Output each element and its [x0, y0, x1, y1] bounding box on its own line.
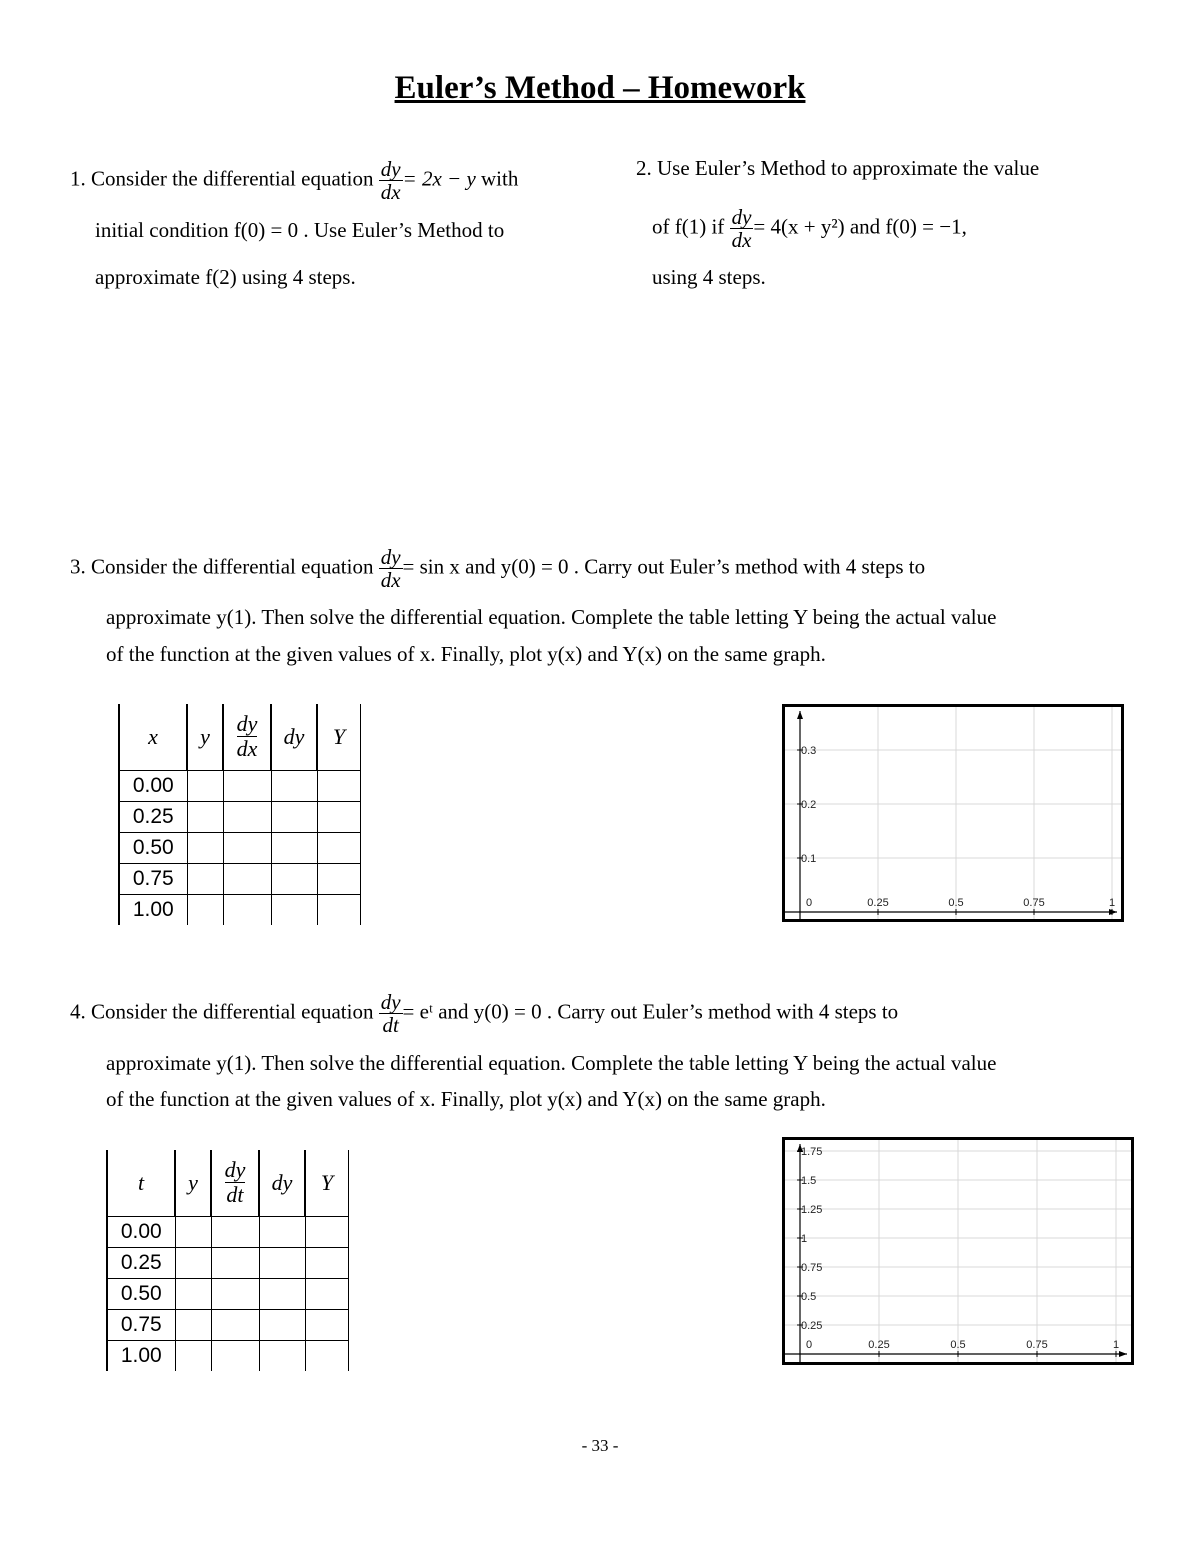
- x-tick-label: 0.5: [950, 1339, 966, 1351]
- page-title: Euler’s Method – Homework: [394, 70, 806, 106]
- answer-cell[interactable]: [175, 1248, 211, 1279]
- table-row: [107, 1279, 349, 1310]
- answer-cell[interactable]: [271, 833, 317, 864]
- answer-cell[interactable]: [259, 1279, 305, 1310]
- y-tick-label: 0.1: [801, 853, 817, 865]
- x-value: 0.25: [119, 802, 187, 833]
- x-tick-label: 1: [1112, 1339, 1120, 1351]
- answer-cell[interactable]: [211, 1310, 259, 1341]
- table-row: [119, 833, 361, 864]
- table-header-derivative: $\frac{dy}{dx}$: [223, 704, 271, 771]
- x-axis-arrow: [1109, 909, 1117, 915]
- answer-cell[interactable]: [305, 1217, 349, 1248]
- table-header-Y: Y: [317, 704, 361, 771]
- answer-cell[interactable]: [187, 833, 223, 864]
- answer-cell[interactable]: [317, 802, 361, 833]
- problem-3-line-1: 3. Consider the differential equation $\frac{dy}{dx}$ = sin x and y(0) = 0 . Carry out Euler’s method with 4 steps to: [70, 545, 926, 593]
- answer-cell[interactable]: [187, 802, 223, 833]
- table-header-Y: Y: [305, 1150, 349, 1217]
- table-header-y: y: [175, 1150, 211, 1217]
- x-value: 1.00: [119, 895, 187, 926]
- answer-cell[interactable]: [271, 864, 317, 895]
- problem-3-table: [118, 704, 361, 925]
- problem-3-graph[interactable]: [782, 704, 1124, 922]
- y-tick-label: 0.5: [801, 1291, 817, 1303]
- answer-cell[interactable]: [175, 1341, 211, 1372]
- answer-cell[interactable]: [175, 1310, 211, 1341]
- answer-cell[interactable]: [305, 1248, 349, 1279]
- table-row: [119, 895, 361, 926]
- table-header-x: x: [119, 704, 187, 771]
- derivative-fraction: $\frac{dy}{dx}$: [380, 545, 401, 593]
- answer-cell[interactable]: [305, 1341, 349, 1372]
- answer-cell[interactable]: [271, 895, 317, 926]
- problem-1-line-2: initial condition f(0) = 0 . Use Euler’s Method to: [95, 218, 505, 242]
- answer-cell[interactable]: [259, 1217, 305, 1248]
- x-value: 0.00: [119, 771, 187, 802]
- x-axis-arrow: [1119, 1351, 1127, 1357]
- answer-cell[interactable]: [187, 864, 223, 895]
- problem-4-line-2: approximate y(1). Then solve the differential equation. Complete the table letting Y being the actual value: [106, 1051, 997, 1075]
- y-tick-label: 1.75: [801, 1146, 823, 1158]
- x-value: 0.75: [119, 864, 187, 895]
- table-row: [119, 802, 361, 833]
- answer-cell[interactable]: [187, 771, 223, 802]
- problem-2-line-1: 2. Use Euler’s Method to approximate the value: [636, 156, 1040, 180]
- answer-cell[interactable]: [223, 833, 271, 864]
- table-header-y: y: [187, 704, 223, 771]
- problem-3-line-2: approximate y(1). Then solve the differential equation. Complete the table letting Y being the actual value: [106, 605, 997, 629]
- answer-cell[interactable]: [175, 1217, 211, 1248]
- table-header-dy: dy: [271, 704, 317, 771]
- y-tick-label: 1.5: [801, 1175, 817, 1187]
- answer-cell[interactable]: [317, 864, 361, 895]
- answer-cell[interactable]: [223, 771, 271, 802]
- problem-4-line-1: 4. Consider the differential equation $\frac{dy}{dt}$ = eᵗ and y(0) = 0 . Carry out Euler’s method with 4 steps to: [70, 990, 899, 1038]
- table-header-dy: dy: [259, 1150, 305, 1217]
- t-value: 0.50: [107, 1279, 175, 1310]
- x-tick-label: 0: [806, 897, 813, 909]
- table-row: [107, 1310, 349, 1341]
- x-tick-label: 0.75: [1026, 1339, 1048, 1351]
- x-tick-label: 1: [1108, 897, 1116, 909]
- answer-cell[interactable]: [211, 1279, 259, 1310]
- graph-grid: [785, 707, 1121, 919]
- derivative-fraction: $\frac{dy}{dx}$: [731, 205, 752, 253]
- problem-2-line-2: of f(1) if $\frac{dy}{dx}$ = 4(x + y²) and f(0) = −1,: [652, 205, 967, 253]
- table-header-t: t: [107, 1150, 175, 1217]
- derivative-fraction: $\frac{dy}{dx}$: [380, 157, 401, 205]
- x-tick-label: 0.25: [868, 1339, 890, 1351]
- t-value: 1.00: [107, 1341, 175, 1372]
- y-tick-label: 1: [801, 1233, 808, 1245]
- t-value: 0.25: [107, 1248, 175, 1279]
- table-header-row: [107, 1150, 349, 1217]
- x-value: 0.50: [119, 833, 187, 864]
- table-row: [119, 864, 361, 895]
- x-tick-label: 0.25: [867, 897, 889, 909]
- answer-cell[interactable]: [211, 1341, 259, 1372]
- answer-cell[interactable]: [305, 1279, 349, 1310]
- answer-cell[interactable]: [271, 771, 317, 802]
- answer-cell[interactable]: [317, 895, 361, 926]
- answer-cell[interactable]: [305, 1310, 349, 1341]
- x-tick-label: 0.75: [1023, 897, 1045, 909]
- derivative-fraction: $\frac{dy}{dt}$: [380, 990, 401, 1038]
- table-header-row: [119, 704, 361, 771]
- table-row: [107, 1341, 349, 1372]
- answer-cell[interactable]: [175, 1279, 211, 1310]
- x-tick-label: 0.5: [948, 897, 964, 909]
- answer-cell[interactable]: [317, 771, 361, 802]
- y-axis-arrow: [797, 711, 803, 719]
- answer-cell[interactable]: [211, 1248, 259, 1279]
- y-tick-label: 0.3: [801, 745, 817, 757]
- problem-4-line-3: of the function at the given values of x. Finally, plot y(x) and Y(x) on the same graph.: [106, 1087, 826, 1111]
- table-row: [107, 1248, 349, 1279]
- t-value: 0.75: [107, 1310, 175, 1341]
- problem-2-line-3: using 4 steps.: [652, 265, 766, 289]
- answer-cell[interactable]: [223, 802, 271, 833]
- y-tick-label: 0.25: [801, 1320, 823, 1332]
- answer-cell[interactable]: [259, 1248, 305, 1279]
- y-tick-label: 0.75: [801, 1262, 823, 1274]
- answer-cell[interactable]: [223, 864, 271, 895]
- answer-cell[interactable]: [317, 833, 361, 864]
- table-row: [107, 1217, 349, 1248]
- page-number: - 33 -: [581, 1436, 619, 1455]
- problem-1-line-1: 1. Consider the differential equation $\frac{dy}{dx}$ = 2x − y with: [70, 157, 519, 205]
- y-tick-label: 0.2: [801, 799, 817, 811]
- answer-cell[interactable]: [187, 895, 223, 926]
- problem-3-line-3: of the function at the given values of x. Finally, plot y(x) and Y(x) on the same graph.: [106, 642, 826, 666]
- table-row: [119, 771, 361, 802]
- answer-cell[interactable]: [271, 802, 317, 833]
- y-tick-label: 1.25: [801, 1204, 823, 1216]
- table-header-derivative: $\frac{dy}{dt}$: [211, 1150, 259, 1217]
- t-value: 0.00: [107, 1217, 175, 1248]
- x-tick-label: 0: [806, 1339, 813, 1351]
- problem-4-table: [106, 1150, 349, 1371]
- problem-1-line-3: approximate f(2) using 4 steps.: [95, 265, 356, 289]
- answer-cell[interactable]: [211, 1217, 259, 1248]
- answer-cell[interactable]: [223, 895, 271, 926]
- graph-grid: [785, 1140, 1131, 1362]
- answer-cell[interactable]: [259, 1310, 305, 1341]
- problem-4-graph[interactable]: [782, 1137, 1134, 1365]
- answer-cell[interactable]: [259, 1341, 305, 1372]
